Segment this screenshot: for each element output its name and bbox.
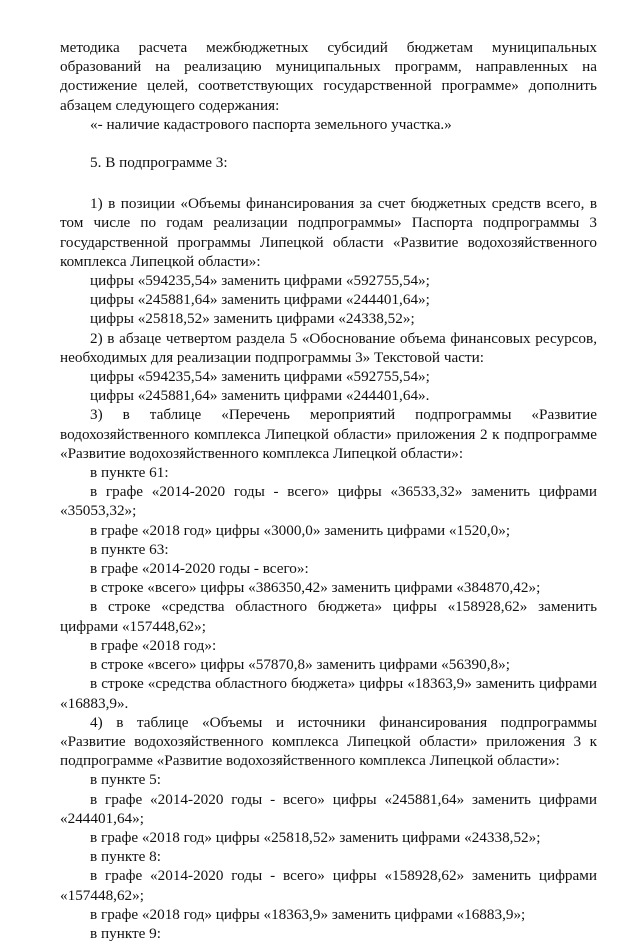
text-line: в графе «2018 год» цифры «25818,52» заменить цифрами «24338,52»; <box>90 828 541 846</box>
paragraph-text: в графе «2014-2020 годы - всего» цифры «245881,64» заменить цифрами «244401,64»; <box>60 790 597 827</box>
text-line: цифры «25818,52» заменить цифрами «24338,52»; <box>90 310 415 328</box>
paragraph-item-3: 3) в таблице «Перечень мероприятий подпрограммы «Развитие водохозяйственного комплекса Липецкой области» приложения 2 к подпрограмме «Развитие водохозяйственного комплекса Липецкой области»: <box>60 406 597 462</box>
text-line: цифры «245881,64» заменить цифрами «244401,64». <box>90 387 430 405</box>
paragraph-item-2: 2) в абзаце четвертом раздела 5 «Обоснование объема финансовых ресурсов, необходимых для реализации подпрограммы 3» Текстовой части: <box>60 329 597 366</box>
text-line: в пункте 5: <box>90 771 161 789</box>
text-line: цифры «594235,54» заменить цифрами «592755,54»; <box>90 368 430 386</box>
text-line: в графе «2014-2020 годы - всего»: <box>90 560 309 578</box>
paragraph-text: в строке «средства областного бюджета» цифры «158928,62» заменить цифрами «157448,62»; <box>60 598 597 635</box>
paragraph-methodology: методика расчета межбюджетных субсидий бюджетам муниципальных образований на реализацию муниципальных программ, направленных на достижение целей, соответствующих государственной программе» дополнить абзацем следующего содержания: <box>60 39 597 114</box>
text-line: в графе «2018 год»: <box>90 636 217 654</box>
text-line: в пункте 63: <box>90 540 169 558</box>
paragraph-cadastral-passport: «- наличие кадастрового паспорта земельного участка.» <box>90 115 452 133</box>
paragraph-text: в строке «средства областного бюджета» цифры «18363,9» заменить цифрами «16883,9». <box>60 675 597 712</box>
text-line: в пункте 61: <box>90 464 169 482</box>
text-line: в строке «всего» цифры «57870,8» заменить цифрами «56390,8»; <box>90 656 510 674</box>
paragraph-item-4: 4) в таблице «Объемы и источники финансирования подпрограммы «Развитие водохозяйственного комплекса Липецкой области» приложения 3 к подпрограмме «Развитие водохозяйственного комплекса Липецкой области»: <box>60 713 597 770</box>
paragraph-item-1: 1) в позиции «Объемы финансирования за счет бюджетных средств всего, в том числе по годам реализации подпрограммы» Паспорта подпрограммы 3 государственной программы Липецкой области «Развитие водохозяйственного комплекса Липецкой области»: <box>60 195 597 270</box>
text-line: в строке «всего» цифры «386350,42» заменить цифрами «384870,42»; <box>90 579 541 597</box>
paragraph-text: в графе «2014-2020 годы - всего» цифры «158928,62» заменить цифрами «157448,62»; <box>60 867 597 904</box>
document-page <box>60 38 597 943</box>
text-line: цифры «594235,54» заменить цифрами «592755,54»; <box>90 272 430 290</box>
text-line: в пункте 8: <box>90 848 161 866</box>
section-heading-subprogram-3: 5. В подпрограмме 3: <box>90 154 228 172</box>
text-line: цифры «245881,64» заменить цифрами «244401,64»; <box>90 291 430 309</box>
text-line: в графе «2018 год» цифры «3000,0» заменить цифрами «1520,0»; <box>90 521 511 539</box>
text-line: в графе «2018 год» цифры «18363,9» заменить цифрами «16883,9»; <box>90 905 526 923</box>
text-line: в пункте 9: <box>90 924 161 942</box>
paragraph-text: в графе «2014-2020 годы - всего» цифры «36533,32» заменить цифрами «35053,32»; <box>60 483 597 520</box>
